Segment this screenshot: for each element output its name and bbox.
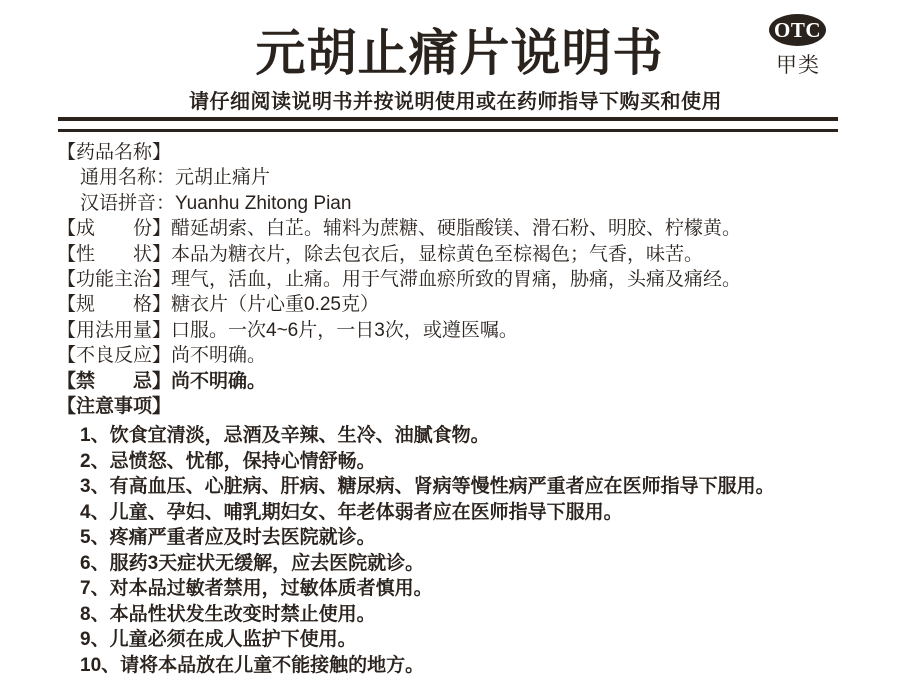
precaution-item: 1、饮食宜清淡，忌酒及辛辣、生冷、油腻食物。	[80, 425, 490, 446]
entry-label: 【禁 忌】	[57, 370, 172, 392]
precaution-item: 6、服药3天症状无缓解，应去医院就诊。	[80, 552, 425, 574]
leaflet-entry	[57, 369, 741, 394]
precaution-item: 3、有高血压、心脏病、肝病、糖尿病、肾病等慢性病严重者应在医师指导下服用。	[80, 476, 775, 497]
entry-label: 【规 格】	[57, 294, 172, 316]
leaflet-entry	[57, 292, 741, 317]
divider-thin	[58, 129, 838, 132]
leaflet-entry	[57, 242, 741, 267]
entry-content: 理气，活血，止痛。用于气滞血瘀所致的胃痛，胁痛，头痛及痛经。	[171, 268, 742, 290]
precaution-item: 10、请将本品放在儿童不能接触的地方。	[80, 654, 425, 674]
divider-thick	[58, 117, 838, 121]
otc-badge	[769, 14, 826, 46]
leaflet-subtitle: 请仔细阅读说明书并按说明使用或在药师指导下购买和使用	[189, 91, 722, 113]
leaflet-entry	[57, 191, 741, 216]
leaflet-entry	[57, 140, 741, 165]
entry-content: 口服。一次4~6片，一日3次，或遵医嘱。	[171, 319, 518, 341]
precaution-item: 5、疼痛严重者应及时去医院就诊。	[80, 527, 376, 548]
entry-label: 【成 份】	[57, 218, 172, 240]
entry-content: 尚不明确。	[171, 370, 267, 392]
precaution-item: 4、儿童、孕妇、哺乳期妇女、年老体弱者应在医师指导下服用。	[80, 501, 623, 523]
entry-label: 【注意事项】	[57, 395, 172, 417]
entry-content: 尚不明确。	[171, 345, 267, 367]
page-title: 元胡止痛片说明书	[255, 25, 664, 81]
otc-category-label: 甲类	[776, 54, 820, 77]
precaution-item: 2、忌愤怒、忧郁，保持心情舒畅。	[80, 450, 376, 472]
entries	[57, 140, 741, 419]
entry-label: 【不良反应】	[57, 345, 172, 367]
otc-badge-label: OTC	[773, 17, 821, 42]
entry-label: 【用法用量】	[57, 319, 172, 341]
leaflet-entry	[57, 216, 741, 241]
entry-content: 本品为糖衣片，除去包衣后，显棕黄色至棕褐色；气香，味苦。	[171, 243, 704, 265]
leaflet-entry	[57, 318, 741, 343]
precaution-item: 8、本品性状发生改变时禁止使用。	[80, 603, 376, 625]
leaflet-entry	[57, 343, 741, 368]
entry-content: 通用名称：元胡止痛片	[80, 167, 271, 189]
entry-label: 【药品名称】	[57, 142, 172, 163]
precaution-item: 9、儿童必须在成人监护下使用。	[80, 629, 357, 650]
entry-label: 【性 状】	[57, 243, 172, 265]
entry-content: 汉语拼音：Yuanhu Zhitong Pian	[80, 192, 352, 214]
entry-content: 醋延胡索、白芷。辅料为蔗糖、硬脂酸镁、滑石粉、明胶、柠檬黄。	[171, 218, 742, 240]
leaflet-entry	[57, 267, 741, 292]
entry-label: 【功能主治】	[57, 268, 172, 290]
leaflet-entry	[57, 394, 741, 419]
precaution-item: 7、对本品过敏者禁用，过敏体质者慎用。	[80, 578, 433, 599]
leaflet-entry	[57, 165, 741, 190]
precautions-list	[80, 423, 775, 674]
entry-content: 糖衣片（片心重0.25克）	[171, 294, 379, 316]
